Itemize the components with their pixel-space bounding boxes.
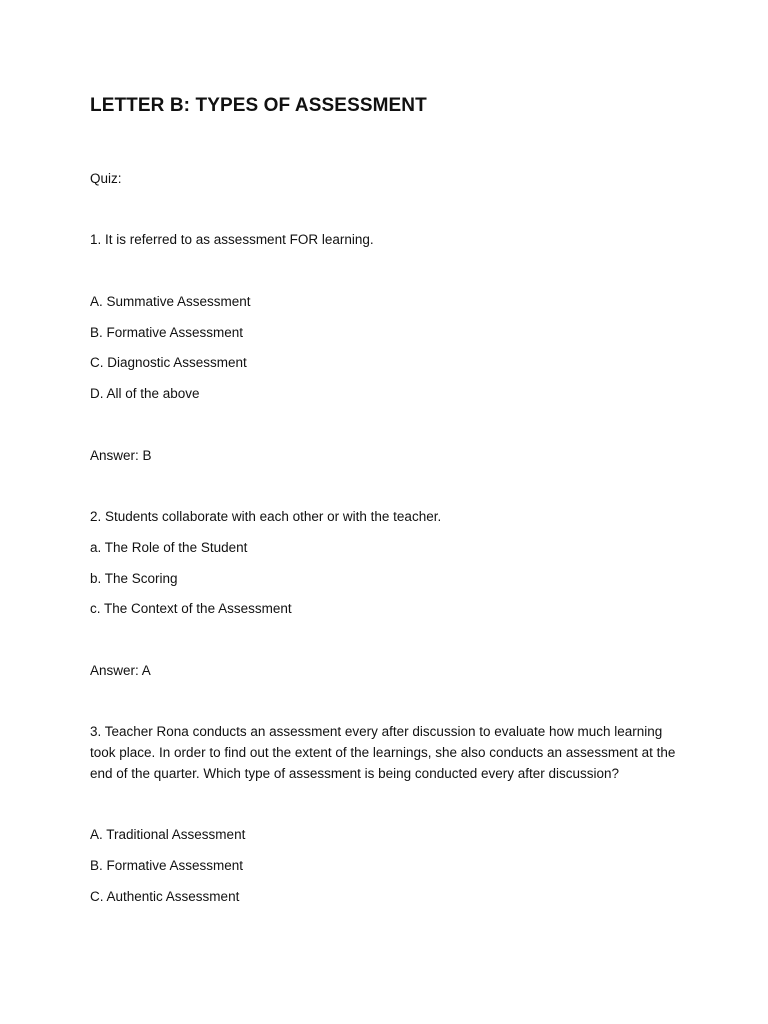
- question-1-option-c: C. Diagnostic Assessment: [90, 355, 247, 370]
- quiz-label: Quiz:: [90, 171, 122, 186]
- question-3-option-a: A. Traditional Assessment: [90, 827, 246, 842]
- question-1-option-b: B. Formative Assessment: [90, 325, 244, 340]
- question-3-option-b: B. Formative Assessment: [90, 858, 244, 873]
- question-2: 2. Students collaborate with each other or with the teacher.: [90, 509, 442, 524]
- question-3-option-c: C. Authentic Assessment: [90, 889, 240, 904]
- question-2-option-a: a. The Role of the Student: [90, 540, 248, 555]
- document-title: LETTER B: TYPES OF ASSESSMENT: [90, 95, 427, 116]
- question-2-answer: Answer: A: [90, 663, 151, 678]
- question-2-option-b: b. The Scoring: [90, 571, 178, 586]
- question-1-option-a: A. Summative Assessment: [90, 294, 251, 309]
- question-1: 1. It is referred to as assessment FOR learning.: [90, 232, 374, 247]
- question-2-option-c: c. The Context of the Assessment: [90, 601, 292, 616]
- question-1-answer: Answer: B: [90, 448, 152, 463]
- question-1-option-d: D. All of the above: [90, 386, 200, 401]
- question-3: 3. Teacher Rona conducts an assessment every after discussion to evaluate how much learning took place. In order to find out the extent of the learnings, she also conducts an assessment at the end of the quarter. Which type of assessment is being conducted every after discussion?: [90, 724, 676, 781]
